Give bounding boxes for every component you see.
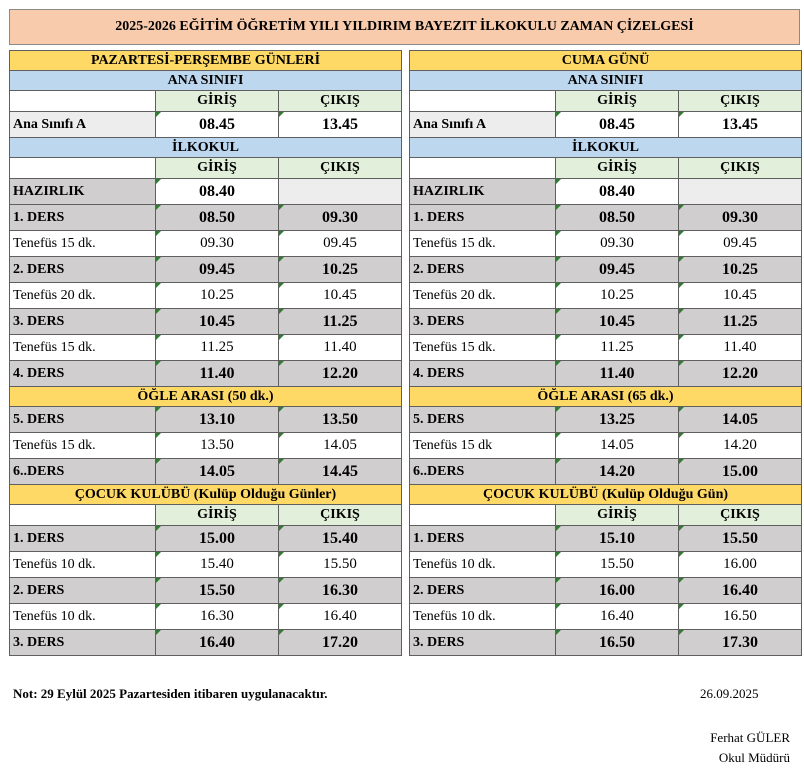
start-time: 13.25 [556, 407, 679, 433]
table-row [410, 526, 802, 552]
ana-sinifi-title: ANA SINIFI [410, 71, 802, 91]
start-time: 16.00 [556, 578, 679, 604]
table-row [10, 407, 402, 433]
row-label: 2. DERS [410, 578, 556, 604]
row-label: Tenefüs 10 dk. [10, 604, 156, 630]
end-time: 15.50 [279, 552, 402, 578]
row-label: Ana Sınıfı A [410, 112, 556, 138]
end-time: 17.20 [279, 630, 402, 656]
giris-header: GİRİŞ [156, 158, 279, 179]
table-row [10, 231, 402, 257]
start-time: 08.45 [556, 112, 679, 138]
start-time: 09.30 [556, 231, 679, 257]
row-label: Tenefüs 20 dk. [10, 283, 156, 309]
row-label: 1. DERS [10, 526, 156, 552]
end-time: 09.30 [679, 205, 802, 231]
row-label: 5. DERS [410, 407, 556, 433]
table-row [410, 231, 802, 257]
end-time: 11.40 [679, 335, 802, 361]
table-row [10, 283, 402, 309]
ogle-arasi-title: ÖĞLE ARASI (50 dk.) [10, 387, 402, 407]
blank-cell [10, 158, 156, 179]
end-time: 17.30 [679, 630, 802, 656]
table-row [10, 630, 402, 656]
cocuk-kulubu-title: ÇOCUK KULÜBÜ (Kulüp Olduğu Gün) [410, 485, 802, 505]
start-time: 08.45 [156, 112, 279, 138]
start-time: 08.50 [556, 205, 679, 231]
end-time: 10.45 [279, 283, 402, 309]
start-time: 16.30 [156, 604, 279, 630]
blank-cell [410, 158, 556, 179]
blank-cell [10, 91, 156, 112]
cikis-header: ÇIKIŞ [679, 505, 802, 526]
start-time: 16.40 [156, 630, 279, 656]
blank-cell [10, 505, 156, 526]
row-label: Tenefüs 20 dk. [410, 283, 556, 309]
table-row [10, 309, 402, 335]
start-time: 13.10 [156, 407, 279, 433]
end-time: 14.05 [279, 433, 402, 459]
start-time: 15.00 [156, 526, 279, 552]
row-label: Tenefüs 15 dk. [410, 335, 556, 361]
end-time: 13.45 [279, 112, 402, 138]
end-time: 15.00 [679, 459, 802, 485]
table-row [410, 205, 802, 231]
row-label: 1. DERS [10, 205, 156, 231]
table-row [10, 335, 402, 361]
row-label: 4. DERS [10, 361, 156, 387]
ana-sinifi-title: ANA SINIFI [10, 71, 402, 91]
giris-header: GİRİŞ [156, 505, 279, 526]
cocuk-kulubu-title: ÇOCUK KULÜBÜ (Kulüp Olduğu Günler) [10, 485, 402, 505]
start-time: 14.05 [156, 459, 279, 485]
cikis-header: ÇIKIŞ [679, 91, 802, 112]
row-label: 3. DERS [10, 630, 156, 656]
start-time: 09.45 [556, 257, 679, 283]
start-time: 13.50 [156, 433, 279, 459]
row-label: HAZIRLIK [10, 179, 156, 205]
table-row [410, 459, 802, 485]
start-time: 10.25 [556, 283, 679, 309]
end-time: 14.20 [679, 433, 802, 459]
row-label: Ana Sınıfı A [10, 112, 156, 138]
table-row [10, 552, 402, 578]
table-row [410, 335, 802, 361]
row-label: 1. DERS [410, 205, 556, 231]
table-row [410, 361, 802, 387]
end-time: 16.40 [679, 578, 802, 604]
end-time: 12.20 [279, 361, 402, 387]
start-time: 14.20 [556, 459, 679, 485]
blank-cell [410, 91, 556, 112]
row-label: Tenefüs 10 dk. [10, 552, 156, 578]
ilkokul-title: İLKOKUL [10, 138, 402, 158]
start-time: 11.25 [156, 335, 279, 361]
end-time: 16.30 [279, 578, 402, 604]
end-time: 10.45 [679, 283, 802, 309]
end-time: 11.25 [279, 309, 402, 335]
schedule-table [409, 50, 802, 656]
table-row [410, 604, 802, 630]
start-time: 09.30 [156, 231, 279, 257]
row-label: 3. DERS [410, 630, 556, 656]
table-row [410, 433, 802, 459]
start-time: 15.50 [556, 552, 679, 578]
signature-name: Ferhat GÜLER [710, 730, 790, 745]
end-time: 15.40 [279, 526, 402, 552]
row-label: 4. DERS [410, 361, 556, 387]
giris-header: GİRİŞ [556, 505, 679, 526]
end-time: 16.50 [679, 604, 802, 630]
end-time: 09.45 [679, 231, 802, 257]
table-row [10, 257, 402, 283]
ogle-arasi-title: ÖĞLE ARASI (65 dk.) [410, 387, 802, 407]
cikis-header: ÇIKIŞ [279, 505, 402, 526]
table-row [410, 179, 802, 205]
table-row [410, 112, 802, 138]
date-text: 26.09.2025 [700, 686, 759, 701]
row-label: Tenefüs 15 dk. [10, 433, 156, 459]
start-time: 08.50 [156, 205, 279, 231]
table-row [410, 309, 802, 335]
cikis-header: ÇIKIŞ [279, 158, 402, 179]
table-row [10, 112, 402, 138]
row-label: HAZIRLIK [410, 179, 556, 205]
row-label: Tenefüs 10 dk. [410, 552, 556, 578]
weekday-panel [9, 50, 402, 656]
friday-panel [409, 50, 802, 656]
empty-cell [679, 179, 802, 205]
table-row [410, 407, 802, 433]
start-time: 08.40 [556, 179, 679, 205]
row-label: 1. DERS [410, 526, 556, 552]
start-time: 11.25 [556, 335, 679, 361]
end-time: 12.20 [679, 361, 802, 387]
end-time: 10.25 [679, 257, 802, 283]
row-label: Tenefüs 15 dk. [10, 231, 156, 257]
row-label: 5. DERS [10, 407, 156, 433]
signature-title: Okul Müdürü [718, 750, 790, 765]
table-row [10, 578, 402, 604]
start-time: 15.40 [156, 552, 279, 578]
table-row [410, 578, 802, 604]
end-time: 13.50 [279, 407, 402, 433]
end-time: 15.50 [679, 526, 802, 552]
end-time: 09.45 [279, 231, 402, 257]
start-time: 11.40 [156, 361, 279, 387]
note-text: Not: 29 Eylül 2025 Pazartesiden itibaren uygulanacaktır. [13, 686, 328, 701]
giris-header: GİRİŞ [556, 158, 679, 179]
giris-header: GİRİŞ [156, 91, 279, 112]
end-time: 14.45 [279, 459, 402, 485]
page-title: 2025-2026 EĞİTİM ÖĞRETİM YILI YILDIRIM BAYEZIT İLKOKULU ZAMAN ÇİZELGESİ [9, 9, 800, 45]
blank-cell [410, 505, 556, 526]
table-row [10, 604, 402, 630]
end-time: 14.05 [679, 407, 802, 433]
ilkokul-title: İLKOKUL [410, 138, 802, 158]
empty-cell [279, 179, 402, 205]
start-time: 09.45 [156, 257, 279, 283]
row-label: 2. DERS [10, 257, 156, 283]
table-row [410, 552, 802, 578]
end-time: 10.25 [279, 257, 402, 283]
row-label: Tenefüs 15 dk. [10, 335, 156, 361]
table-row [10, 179, 402, 205]
start-time: 16.50 [556, 630, 679, 656]
start-time: 16.40 [556, 604, 679, 630]
end-time: 16.00 [679, 552, 802, 578]
table-row [10, 361, 402, 387]
start-time: 15.10 [556, 526, 679, 552]
row-label: 6..DERS [10, 459, 156, 485]
day-heading: CUMA GÜNÜ [410, 51, 802, 71]
end-time: 16.40 [279, 604, 402, 630]
table-row [10, 205, 402, 231]
end-time: 09.30 [279, 205, 402, 231]
day-heading: PAZARTESİ-PERŞEMBE GÜNLERİ [10, 51, 402, 71]
table-row [10, 433, 402, 459]
start-time: 11.40 [556, 361, 679, 387]
row-label: 3. DERS [10, 309, 156, 335]
schedule-table [9, 50, 402, 656]
start-time: 10.25 [156, 283, 279, 309]
start-time: 08.40 [156, 179, 279, 205]
row-label: 2. DERS [410, 257, 556, 283]
row-label: 3. DERS [410, 309, 556, 335]
start-time: 10.45 [156, 309, 279, 335]
row-label: 2. DERS [10, 578, 156, 604]
row-label: Tenefüs 15 dk. [410, 231, 556, 257]
end-time: 11.25 [679, 309, 802, 335]
start-time: 14.05 [556, 433, 679, 459]
start-time: 10.45 [556, 309, 679, 335]
table-row [410, 630, 802, 656]
table-row [410, 257, 802, 283]
start-time: 15.50 [156, 578, 279, 604]
table-row [410, 283, 802, 309]
cikis-header: ÇIKIŞ [679, 158, 802, 179]
table-row [10, 526, 402, 552]
row-label: 6..DERS [410, 459, 556, 485]
cikis-header: ÇIKIŞ [279, 91, 402, 112]
giris-header: GİRİŞ [556, 91, 679, 112]
end-time: 13.45 [679, 112, 802, 138]
end-time: 11.40 [279, 335, 402, 361]
row-label: Tenefüs 15 dk [410, 433, 556, 459]
table-row [10, 459, 402, 485]
row-label: Tenefüs 10 dk. [410, 604, 556, 630]
